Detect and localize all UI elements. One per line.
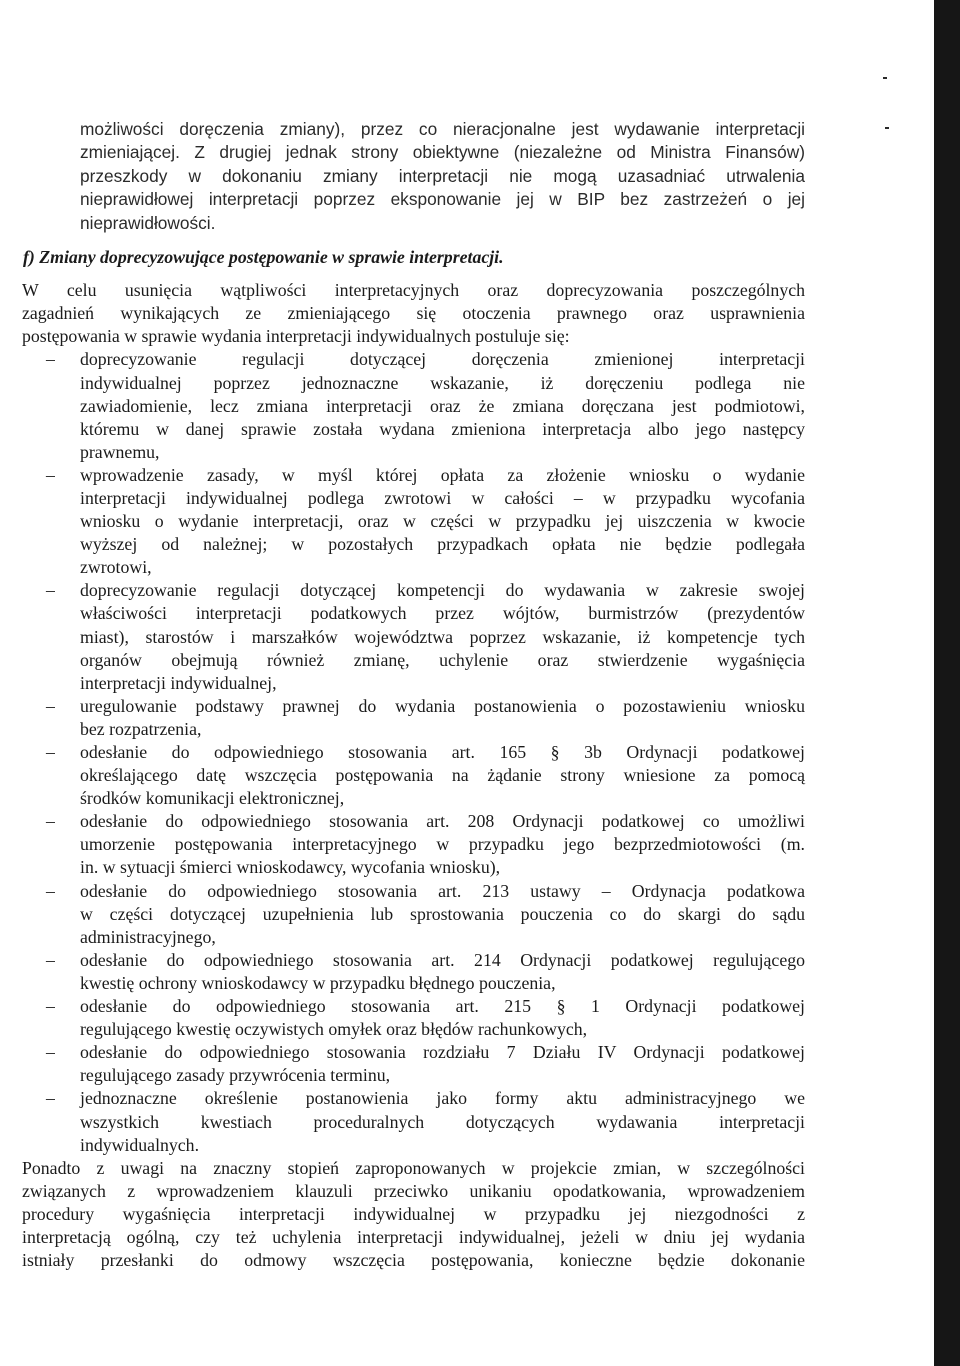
- text-line: wyższej od należnej; w pozostałych przypadkach opłata nie będzie podlegała: [80, 534, 805, 555]
- section-intro-paragraph: [22, 279, 805, 348]
- text-line: umorzenie postępowania interpretacyjnego w przypadku jego bezprzedmiotowości (m.: [80, 834, 805, 855]
- text-line: administracyjnego,: [80, 926, 216, 947]
- text-line: w części dotyczącej uzupełnienia lub sprostowania pouczenia co do skargi do sądu: [80, 903, 805, 924]
- text-line: zwrotowi,: [80, 557, 152, 578]
- text-line: W celu usunięcia wątpliwości interpretacyjnych oraz doprecyzowania poszczególnych: [22, 280, 805, 301]
- text-line: indywidualnej poprzez jednoznaczne wskazanie, iż doręczeniu podlega nie: [80, 372, 805, 393]
- dash-bullet: –: [46, 880, 55, 901]
- text-line: indywidualnych.: [80, 1134, 200, 1155]
- list-item: [46, 1041, 805, 1087]
- text-line: odesłanie do odpowiedniego stosowania art. 165 § 3b Ordynacji podatkowej: [80, 742, 805, 762]
- text-line: interpretacji indywidualnej,: [80, 672, 277, 693]
- scan-speck: [883, 77, 887, 79]
- text-line: regulującego zasady przywrócenia terminu,: [80, 1065, 391, 1086]
- text-line: jednoznaczne określenie postanowienia jako formy aktu administracyjnego we: [80, 1088, 805, 1109]
- text-line: możliwości doręczenia zmiany), przez co nieracjonalne jest wydawanie interpretacji: [80, 119, 805, 139]
- text-line: regulującego kwestię oczywistych omyłek oraz błędów rachunkowych,: [80, 1019, 588, 1040]
- text-line: odesłanie do odpowiedniego stosowania art. 214 Ordynacji podatkowej regulującego: [80, 949, 805, 970]
- dash-bullet: –: [46, 811, 55, 832]
- text-line: środków komunikacji elektronicznej,: [80, 788, 345, 809]
- text-line: in. w sytuacji śmierci wnioskodawcy, wycofania wniosku),: [80, 857, 501, 878]
- text-line: wszystkich kwestiach proceduralnych dotyczących wydawania interpretacji: [80, 1111, 805, 1132]
- text-line: postępowania w sprawie wydania interpretacji indywidualnych postuluje się:: [22, 326, 570, 347]
- text-line: nieprawidłowej interpretacji poprzez eksponowanie jej w BIP bez zastrzeżeń o jej: [80, 189, 805, 210]
- text-line: istniały przesłanki do odmowy wszczęcia postępowania, konieczne będzie dokonanie: [22, 1250, 805, 1271]
- text-line: określającego datę wszczęcia postępowania na żądanie strony wniesione za pomocą: [80, 765, 805, 786]
- text-line: zagadnień wynikających ze zmieniającego się otoczenia prawnego oraz usprawnienia: [22, 303, 805, 324]
- text-line: bez rozpatrzenia,: [80, 718, 202, 739]
- list-item: [46, 464, 805, 579]
- list-item: [46, 949, 805, 995]
- dash-bullet: –: [46, 1042, 55, 1063]
- list-item: [46, 1087, 805, 1156]
- text-line: odesłanie do odpowiedniego stosowania art. 213 ustawy – Ordynacja podatkowa: [80, 880, 805, 901]
- text-line: nieprawidłowości.: [80, 212, 216, 233]
- text-line: kwestię ochrony wnioskodawcy w przypadku błędnego pouczenia,: [80, 972, 556, 993]
- dash-bullet: –: [46, 349, 55, 370]
- list-item: [46, 880, 805, 949]
- document-page: [22, 118, 805, 1272]
- scan-speck: [885, 127, 889, 129]
- text-line: interpretacją ogólną, czy też uchylenia interpretacji indywidualnej, jeżeli w dniu jej wydania: [22, 1226, 805, 1247]
- dash-bullet: –: [46, 949, 55, 970]
- list-item: [46, 995, 805, 1041]
- dash-bullet: –: [46, 1088, 55, 1109]
- text-line: interpretacji indywidualnej podlega zwrotowi w całości – w przypadku wycofania: [80, 487, 805, 508]
- text-line: wprowadzenie zasady, w myśl której opłata za złożenie wniosku o wydanie: [80, 464, 805, 485]
- text-line: Ponadto z uwagi na znaczny stopień zaproponowanych w projekcie zmian, w szczególności: [22, 1157, 805, 1178]
- dash-bullet: –: [46, 742, 55, 762]
- postulates-list: [46, 348, 805, 1156]
- dash-bullet: –: [46, 695, 55, 716]
- list-item: [46, 741, 805, 810]
- text-line: organów obejmują również zmianę, uchylenie oraz stwierdzenie wygaśnięcia: [80, 649, 805, 670]
- list-item: [46, 810, 805, 879]
- text-line: właściwości interpretacji podatkowych przez wójtów, burmistrzów (prezydentów: [80, 603, 805, 624]
- intro-paragraph: [80, 118, 805, 235]
- text-line: związanych z wprowadzeniem klauzuli przeciwko unikaniu opodatkowania, wprowadzeniem: [22, 1180, 805, 1201]
- text-line: doprecyzowanie regulacji dotyczącej kompetencji do wydawania w zakresie swojej: [80, 580, 805, 601]
- text-line: przeszkody w dokonaniu zmiany interpretacji nie mogą uzasadniać utrwalenia: [80, 165, 805, 186]
- text-line: zmieniającej. Z drugiej jednak strony obiektywne (niezależne od Ministra Finansów): [80, 142, 805, 163]
- dash-bullet: –: [46, 464, 55, 485]
- closing-paragraph: [22, 1157, 805, 1272]
- text-line: procedury wygaśnięcia interpretacji indywidualnej w przypadku jej niezgodności z: [22, 1203, 805, 1224]
- text-line: wniosku o wydanie interpretacji, oraz w części w przypadku jej uiszczenia w kwocie: [80, 511, 805, 532]
- text-line: uregulowanie podstawy prawnej do wydania postanowienia o pozostawieniu wniosku: [80, 695, 805, 716]
- text-line: odesłanie do odpowiedniego stosowania rozdziału 7 Działu IV Ordynacji podatkowej: [80, 1042, 805, 1063]
- dash-bullet: –: [46, 996, 55, 1017]
- text-line: miast), starostów i marszałków województwa poprzez wskazanie, iż kompetencje tych: [80, 626, 805, 647]
- text-line: zawiadomienie, lecz zmiana interpretacji oraz że zmiana doręczana jest podmiotowi,: [80, 395, 805, 416]
- list-item: [46, 695, 805, 741]
- section-heading: f) Zmiany doprecyzowujące postępowanie w sprawie interpretacji.: [23, 247, 504, 268]
- scan-edge-shadow: [934, 0, 960, 1366]
- text-line: doprecyzowanie regulacji dotyczącej doręczenia zmienionej interpretacji: [80, 349, 805, 370]
- text-line: odesłanie do odpowiedniego stosowania art. 208 Ordynacji podatkowej co umożliwi: [80, 811, 805, 832]
- dash-bullet: –: [46, 580, 55, 601]
- text-line: któremu w danej sprawie została wydana zmieniona interpretacja albo jego następcy: [80, 418, 805, 439]
- text-line: prawnemu,: [80, 441, 160, 462]
- text-line: odesłanie do odpowiedniego stosowania art. 215 § 1 Ordynacji podatkowej: [80, 996, 805, 1017]
- list-item: [46, 579, 805, 694]
- list-item: [46, 348, 805, 463]
